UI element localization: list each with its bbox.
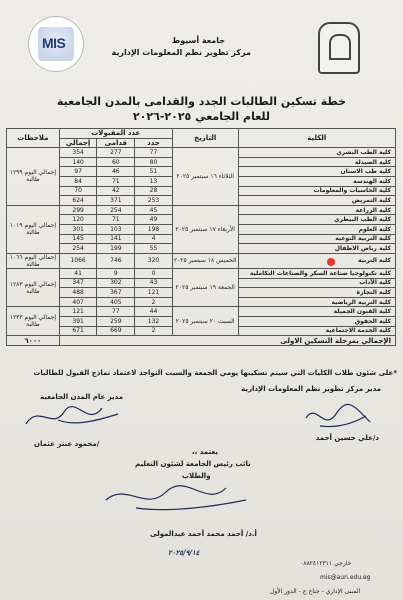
row-college: كلية الصيدلة [238,157,395,167]
group-note: إجمالي اليوم ١٠١٩ طالبة [7,205,60,253]
row-total: 624 [59,196,97,206]
handwritten-date: ٢٠٢٥/٩/١٤ [168,548,200,557]
row-college: كلية الفنون الجميلة [238,307,395,317]
header-accepted: عدد المقبولات [59,129,172,139]
group-note: إجمالي اليوم ١٢٩٩ طالبة [7,148,60,206]
row-college: كلية الحاسبات والمعلومات [238,186,395,196]
housing-plan-table [6,128,396,346]
row-old: 42 [97,186,135,196]
row-total: 391 [59,317,97,327]
header-date: التاريخ [172,129,238,148]
center-name: مركز تطوير نظم المعلومات الإدارية [111,48,251,57]
row-total: 120 [59,215,97,225]
row-college: كلية الطب البشري [238,148,395,158]
row-old: 199 [97,244,135,254]
row-new: 55 [135,244,173,254]
row-old: 367 [97,288,135,298]
right-signature [300,400,380,434]
header-total: إجمالي [59,138,97,148]
row-new: 77 [135,148,173,158]
header-old: قدامى [97,138,135,148]
vp-title: نائب رئيس الجامعة لشئون التعليم [135,460,251,468]
footer-phone: خارجي ٠٨٨٢٤١٢٣١١ [300,560,352,567]
group-note: إجمالي اليوم ١٠٦٦ طالبة [7,253,60,268]
table-row [7,253,396,268]
group-date: الجمعة ١٩ سبتمبر ٢٠٢٥ [172,269,238,307]
vp-title-line2: والطلاب [182,472,211,480]
row-old: 254 [97,205,135,215]
header-college: الكلية [238,129,395,148]
table-row [7,269,396,279]
group-note: إجمالي اليوم ١٢٨٣ طالبة [7,269,60,307]
left-signatory-name: /محمود عنتر عثمان [34,440,100,448]
row-old: 259 [97,317,135,327]
row-new: 2 [135,297,173,307]
row-new: 320 [135,253,173,268]
group-date: الخميس ١٨ سبتمبر ٢٠٢٥ [172,253,238,268]
red-marker-dot [327,258,335,266]
row-old: 669 [97,326,135,336]
row-total: 354 [59,148,97,158]
mis-logo-text: MIS [42,35,66,51]
row-old: 103 [97,224,135,234]
row-college: كلية التجارة [238,288,395,298]
vp-signature [96,478,256,518]
row-college: كلية التربية الرياضية [238,297,395,307]
row-new: 28 [135,186,173,196]
row-college: كلية الهندسة [238,176,395,186]
row-new: 2 [135,326,173,336]
row-new: 121 [135,288,173,298]
row-college: كلية تكنولوجيا صناعة السكر والصناعات التكاملية [238,269,395,279]
row-total: 347 [59,278,97,288]
footnote: *على شئون طلاب الكليات التي سيتم تسكينها يومي الجمعة والسبت التواجد لاعتماد نماذج القبول للطالبات [33,369,397,377]
row-college: كلية التربية النوعية [238,234,395,244]
row-new: 132 [135,317,173,327]
row-old: 9 [97,269,135,279]
approval-label: يعتمد ،، [192,448,218,456]
table-row [7,307,396,317]
row-college: كلية طب الاسنان [238,167,395,177]
table-header-row [7,129,396,139]
row-total: 140 [59,157,97,167]
row-total: 407 [59,297,97,307]
table-row [7,205,396,215]
document-title-line1: خطة تسكين الطالبات الجدد والقدامى بالمدن الجامعية [56,95,347,108]
row-total: 121 [59,307,97,317]
footer-email: mis@aun.edu.eg [320,574,371,581]
row-new: 80 [135,157,173,167]
row-old: 71 [97,215,135,225]
row-new: 45 [135,205,173,215]
row-college: كلية رياض الاطفال [238,244,395,254]
row-old: 141 [97,234,135,244]
row-total: 299 [59,205,97,215]
footer-address: المبنى الإداري - جناح ج - الدور الأول [270,588,361,595]
row-new: 43 [135,278,173,288]
row-college: كلية الخدمة الاجتماعية [238,326,395,336]
grand-total-label: الإجمالي بمرحلة التسكين الاولى [59,336,395,346]
mis-logo [28,16,84,72]
right-signatory-name: د/علي حسين أحمد [315,434,379,442]
table-row [7,148,396,158]
row-total: 301 [59,224,97,234]
row-college: كلية الزراعة [238,205,395,215]
table-total-row [7,336,396,346]
row-new: 44 [135,307,173,317]
university-name: جامعة أسيوط [171,36,225,45]
row-new: 253 [135,196,173,206]
row-college: كلية التمريض [238,196,395,206]
row-college: كلية الطب البيطري [238,215,395,225]
row-new: 13 [135,176,173,186]
row-college: كلية الحقوق [238,317,395,327]
row-total: 41 [59,269,97,279]
row-total: 488 [59,288,97,298]
row-total: 97 [59,167,97,177]
row-total: 1066 [59,253,97,268]
header-new: جدد [135,138,173,148]
row-college: كلية التربية [238,253,395,268]
row-new: 198 [135,224,173,234]
row-old: 746 [97,253,135,268]
row-new: 4 [135,234,173,244]
vp-name: أ.د/ أحمد محمد أحمد عبدالمولى [150,530,257,538]
row-new: 51 [135,167,173,177]
university-logo [318,22,360,74]
document-title-line2: للعام الجامعي ٢٠٢٥-٢٠٢٦ [132,110,271,123]
row-college: كلية الآداب [238,278,395,288]
row-total: 70 [59,186,97,196]
row-new: 0 [135,269,173,279]
row-total: 671 [59,326,97,336]
row-total: 145 [59,234,97,244]
right-signatory-title: مدير مركز تطوير نظم المعلومات الإدارية [241,385,381,393]
row-old: 60 [97,157,135,167]
left-signature [18,400,128,436]
left-signatory-title: مدير عام المدن الجامعية [40,393,124,401]
row-old: 71 [97,176,135,186]
row-total: 84 [59,176,97,186]
row-old: 277 [97,148,135,158]
row-total: 254 [59,244,97,254]
row-old: 302 [97,278,135,288]
row-old: 371 [97,196,135,206]
row-new: 49 [135,215,173,225]
row-old: 405 [97,297,135,307]
header-notes: ملاحظات [7,129,60,148]
group-date: الثلاثاء ١٦ سبتمبر ٢٠٢٥ [172,148,238,206]
row-college: كلية العلوم [238,224,395,234]
grand-total-value: ٦٠٠٠ [7,336,60,346]
group-date: السبت ٢٠ سبتمبر ٢٠٢٥ [172,307,238,336]
row-old: 77 [97,307,135,317]
group-note: إجمالي اليوم ١٢٣٣ طالبة [7,307,60,336]
group-date: الأربعاء ١٧ سبتمبر ٢٠٢٥ [172,205,238,253]
row-old: 46 [97,167,135,177]
